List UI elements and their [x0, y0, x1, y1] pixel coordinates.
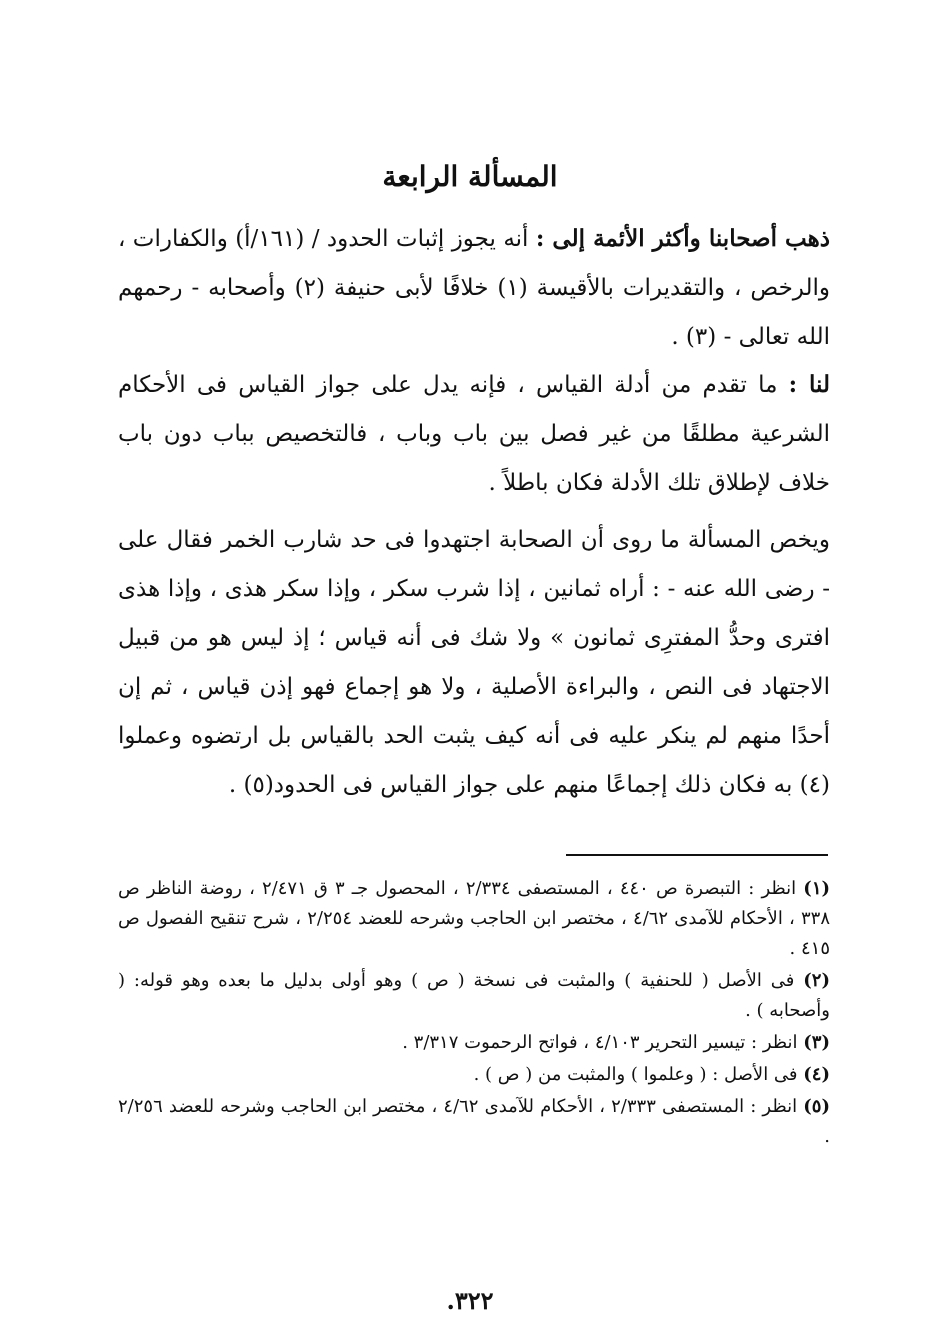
footnote-text: انظر : التبصرة ص ٤٤٠ ، المستصفى ٢/٣٣٤ ، المحصول جـ ٣ ق ٢/٤٧١ ، روضة الناظر ص ٣٣٨ ، الأحكام للآمدى ٤/٦٢ ، مختصر ابن الحاجب وشرحه للعضد ٢/٢٥٤ ، شرح تنقيح الفصول ص ٤١٥ . [118, 878, 830, 959]
footnote [118, 1028, 830, 1058]
body-paragraph-1 [118, 214, 830, 362]
footnote-separator [566, 854, 828, 856]
footnote [118, 966, 830, 1026]
footnote-number: (١) [803, 878, 831, 899]
footnote [118, 874, 830, 964]
footnote-number: (٥) [803, 1096, 830, 1117]
footnote [118, 1092, 830, 1152]
footnote-text: فى الأصل ( للحنفية ) والمثبت فى نسخة ( ص ) وهو أولى بدليل ما بعده وهو قوله: ( وأصحابه ) . [118, 970, 830, 1021]
paragraph-text: ويخص المسألة ما روى أن الصحابة اجتهدوا فى حد شارب الخمر فقال على - رضى الله عنه - : أراه ثمانين ، إذا شرب سكر ، وإذا سكر هذى ، وإذا هذى افترى وحدُّ المفترِى ثمانون » ولا شك فى أنه قياس ؛ إذ ليس هو من قبيل الاجتهاد فى النص ، والبراءة الأصلية ، ولا هو إجماع فهو إذن قياس ، ثم إن أحدًا منهم لم ينكر عليه فى أنه كيف يثبت الحد بالقياس بل ارتضوه وعملوا (٤) به فكان ذلك إجماعًا منهم على جواز القياس فى الحدود(٥) . [118, 527, 830, 798]
footnote-text: انظر : المستصفى ٢/٣٣٣ ، الأحكام للآمدى ٤/٦٢ ، مختصر ابن الحاجب وشرحه للعضد ٢/٢٥٦ . [118, 1096, 830, 1147]
page-number: ٣٢٢. [446, 1286, 494, 1315]
paragraph-text: ما تقدم من أدلة القياس ، فإنه يدل على جواز القياس فى الأحكام الشرعية مطلقًا من غير فصل بين باب وباب ، فالتخصيص بباب دون باب خلاف لإطلاق تلك الأدلة فكان باطلاً . [118, 372, 830, 496]
footnote-number: (٢) [803, 970, 830, 991]
footnote-text: فى الأصل : ( وعلموا ) والمثبت من ( ص ) . [473, 1064, 798, 1085]
paragraph-text: أنه يجوز إثبات الحدود / (١٦١/أ) والكفارات ، والرخص ، والتقديرات بالأقيسة (١) خلافًا لأبى حنيفة (٢) وأصحابه - رحمهم الله تعالى - (٣) . [118, 226, 830, 350]
section-heading: المسألة الرابعة [382, 160, 558, 193]
footnote-number: (٣) [803, 1032, 830, 1053]
paragraph-lead: لنا : [788, 371, 830, 398]
paragraph-lead: ذهب أصحابنا وأكثر الأئمة إلى : [535, 225, 831, 252]
body-paragraph-2 [118, 360, 830, 508]
footnote-number: (٤) [803, 1064, 830, 1085]
footnote [118, 1060, 830, 1090]
footnote-text: انظر : تيسير التحرير ٤/١٠٣ ، فواتح الرحموت ٣/٣١٧ . [402, 1032, 798, 1053]
footnotes [118, 874, 830, 1154]
body-paragraph-3 [118, 516, 830, 810]
